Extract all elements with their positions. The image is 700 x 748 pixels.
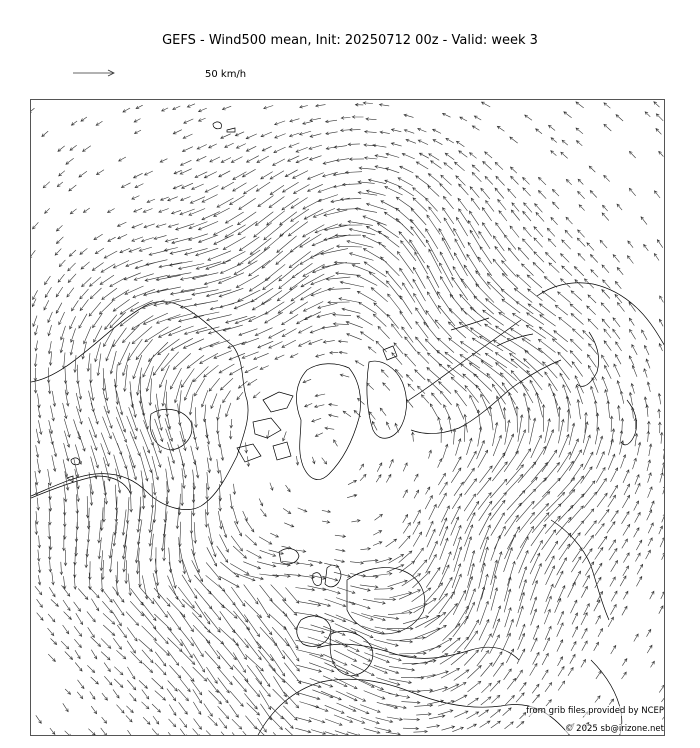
map-title: GEFS - Wind500 mean, Init: 20250712 00z - Valid: week 3 [162,33,538,48]
source-credit: from grib files provided by NCEP [526,706,664,716]
wind-arrows [31,102,665,736]
coastline-pacific-islands [67,458,79,482]
coastline-japan [621,400,637,445]
coastlines [31,122,665,736]
wind-vector-field [31,102,665,736]
coastline-russia-north [409,320,561,434]
map-canvas [31,100,665,736]
legend-label: 50 km/h [205,69,247,80]
coastline-africa-north [257,679,571,736]
coastline-british-isles [313,565,341,587]
coastline-north-islands [213,122,235,132]
coastline-iceland [279,549,299,564]
wind-map [30,99,665,736]
coastline-scandinavia [367,361,407,438]
copyright-credit: © 2025 sb@irizone.net [564,724,664,734]
coastline-svalbard [383,346,397,360]
